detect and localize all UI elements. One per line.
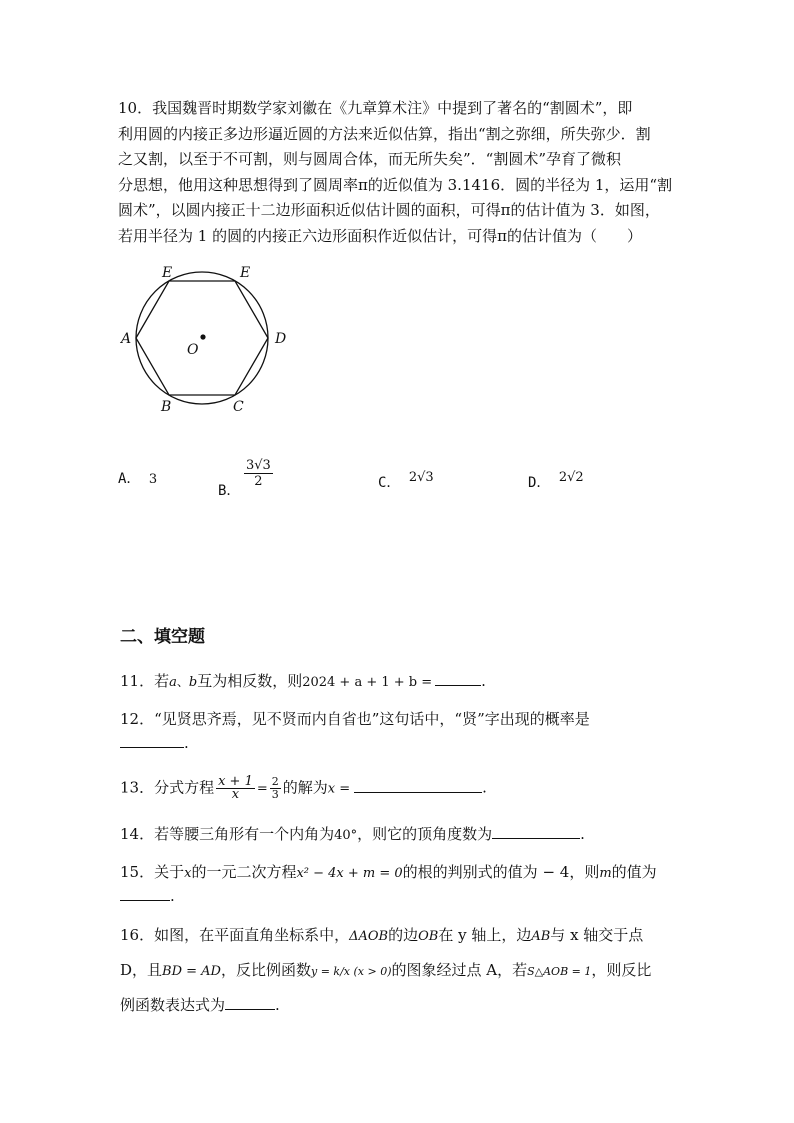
q16-mid2: 在 y 轴上，边	[438, 926, 532, 944]
q11-var-b: b	[188, 675, 198, 690]
q14-end: .	[580, 825, 585, 843]
label-e-right: E	[240, 265, 251, 281]
q13-blank[interactable]	[354, 778, 482, 793]
q16-mid: 的边	[388, 926, 419, 944]
label-b: B	[161, 399, 172, 415]
question-15-cont	[120, 886, 680, 905]
q16-ob: OB	[418, 929, 439, 944]
q12-blank[interactable]	[120, 733, 184, 748]
option-b-denominator: 2	[254, 474, 263, 489]
q11-mid: 互为相反数，则	[197, 672, 303, 690]
q10-line: 分思想，他用这种思想得到了圆周率π的近似值为 3.1416．圆的半径为 1，运用“割	[118, 175, 673, 194]
option-c-value: 2√3	[408, 470, 434, 485]
question-12-cont	[120, 733, 680, 752]
option-b	[218, 480, 240, 500]
question-11	[120, 670, 680, 691]
option-c	[378, 472, 434, 492]
q12-text: 12．“见贤思齐焉，见不贤而内自省也”这句话中，“贤”字出现的概率是	[120, 710, 590, 728]
q16-function: y = k/x (x > 0)	[311, 965, 392, 978]
section-title: 二、填空题	[120, 627, 205, 647]
q10-line: 之又割，以至于不可割，则与圆周合体，而无所失矣”．“割圆术”孕育了微积	[118, 150, 622, 168]
q11-end: .	[481, 672, 486, 690]
q16-line1-end: 与 x 轴交于点	[550, 926, 644, 944]
q12-end: .	[184, 734, 189, 752]
label-o: O	[187, 342, 199, 358]
q11-blank[interactable]	[435, 671, 481, 686]
option-c-letter: C．	[378, 475, 401, 491]
q10-line: 10．我国魏晋时期数学家刘徽在《九章算术注》中提到了著名的“割圆术”，即	[118, 99, 633, 117]
q11-expression: 2024 + a + 1 + b =	[302, 675, 433, 690]
q15-end: .	[170, 887, 175, 905]
q13-num2: 2	[271, 775, 279, 788]
q15-mid: 的一元二次方程	[191, 863, 297, 881]
q13-var: x =	[327, 781, 351, 797]
option-a-letter: A．	[118, 471, 141, 487]
q10-line: 利用圆的内接正多边形逼近圆的方法来近似估算，指出“割之弥细，所失弥少．割	[118, 124, 651, 143]
q11-prefix: 11．若	[120, 672, 170, 690]
q13-fraction-right	[270, 776, 281, 801]
question-15	[120, 861, 680, 882]
q14-prefix: 14．若等腰三角形有一个内角为	[120, 825, 335, 843]
label-a: A	[121, 331, 132, 347]
q15-equation: x² − 4x + m = 0	[296, 866, 403, 881]
q16-ab: AB	[531, 929, 551, 944]
q13-den2: 3	[271, 788, 279, 801]
option-d	[528, 472, 584, 492]
q10-line: 若用半径为 1 的圆的内接正六边形面积作近似估计，可得π的估计值为（ ）	[118, 226, 642, 245]
q13-num: x + 1	[218, 774, 253, 789]
q14-blank[interactable]	[492, 824, 580, 839]
q13-end: .	[482, 778, 487, 797]
q16-triangle: ΔAOB	[349, 929, 389, 944]
q16-condition: BD = AD	[162, 964, 221, 979]
q16-line3: 例函数表达式为	[120, 996, 226, 1014]
q16-line2-mid2: 的图象经过点 A，若	[391, 961, 528, 979]
q15-mid2: 的根的判别式的值为 − 4，则	[402, 863, 600, 881]
option-b-numerator: 3√3	[246, 458, 271, 473]
q15-prefix: 15．关于	[120, 863, 185, 881]
center-point	[200, 334, 205, 339]
question-12	[120, 708, 680, 729]
q14-angle: 40°	[334, 828, 358, 843]
question-14	[120, 823, 680, 844]
q16-blank[interactable]	[225, 995, 275, 1010]
q13-den: x	[231, 787, 240, 802]
q16-line2-start: D，且	[120, 961, 163, 979]
option-a	[118, 468, 157, 488]
q13-eq: =	[256, 781, 268, 797]
label-d: D	[275, 331, 287, 347]
q15-blank[interactable]	[120, 886, 170, 901]
option-b-fraction	[244, 458, 273, 489]
option-b-letter: B．	[218, 483, 241, 499]
q16-area: S△AOB = 1	[527, 965, 592, 978]
q14-mid: ，则它的顶角度数为	[357, 825, 493, 843]
question-10	[118, 96, 678, 249]
option-a-value: 3	[148, 472, 158, 487]
q15-end-text: 的值为	[611, 863, 657, 881]
question-16-line3	[120, 994, 680, 1015]
q13-mid: 的解为	[282, 778, 328, 797]
q13-prefix: 13．分式方程	[120, 778, 215, 797]
q11-sep: 、	[176, 675, 189, 689]
q11-var-a: a	[169, 675, 177, 690]
q16-prefix: 16．如图，在平面直角坐标系中，	[120, 926, 350, 944]
label-e-left: E	[162, 265, 173, 281]
label-c: C	[233, 399, 244, 415]
q16-end: .	[275, 996, 280, 1014]
question-16-line2	[120, 959, 680, 980]
q15-var-x: x	[184, 866, 192, 881]
q15-var-m: m	[599, 866, 612, 881]
option-d-value: 2√2	[558, 470, 584, 485]
q16-line2-end: ，则反比	[591, 961, 652, 979]
q16-line2-mid: ，反比例函数	[220, 961, 311, 979]
hexagon-circle-figure	[112, 258, 302, 418]
q10-line: 圆术”，以圆内接正十二边形面积近似估计圆的面积，可得π的估计值为 3．如图，	[118, 201, 660, 219]
question-16	[120, 924, 680, 945]
option-d-letter: D．	[528, 475, 551, 491]
question-13	[120, 776, 680, 801]
q13-fraction-left	[216, 776, 255, 801]
